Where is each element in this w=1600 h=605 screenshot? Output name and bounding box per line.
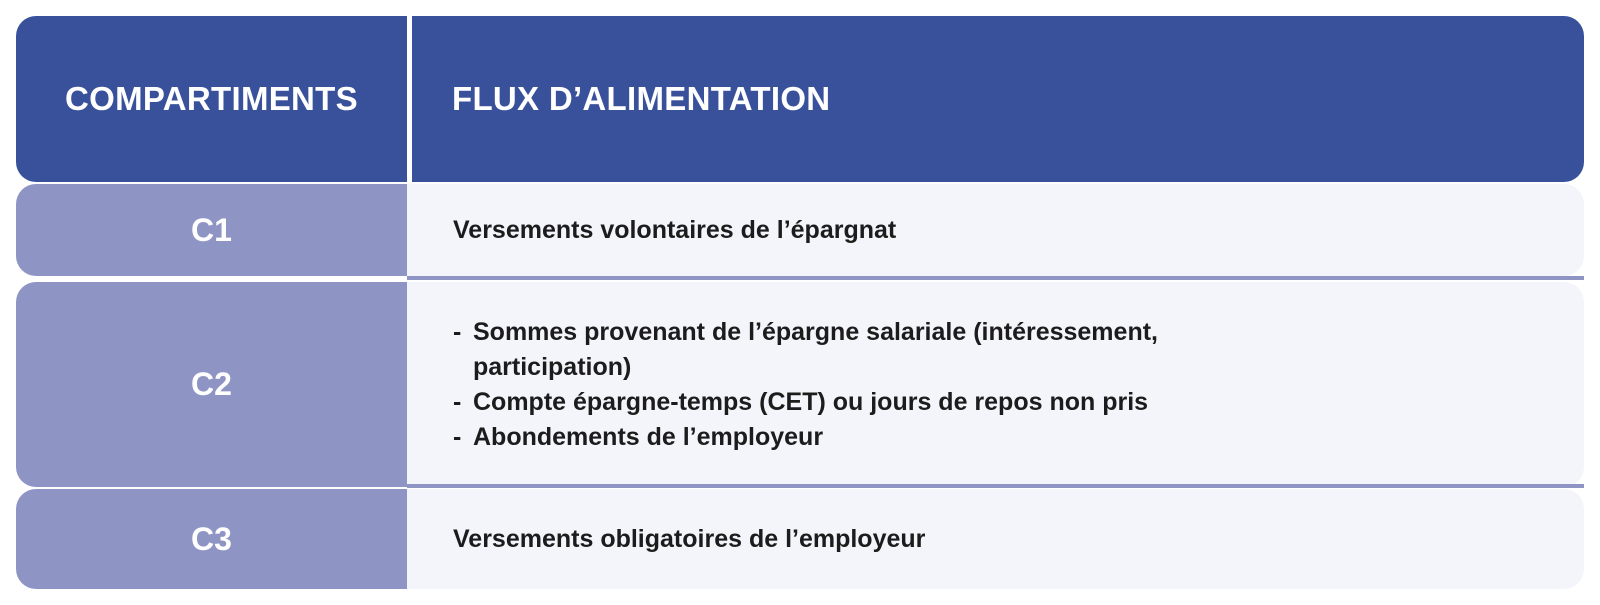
dash-marker: -: [453, 317, 462, 346]
flux-content-c2: [407, 282, 1584, 487]
row-divider: [407, 276, 1584, 280]
compartment-label-c1: C1: [16, 184, 407, 276]
list-item-text: Abondements de l’employeur: [473, 422, 824, 451]
dash-marker: -: [453, 387, 462, 416]
list-item-text: Sommes provenant de l’épargne salariale (intéressement,: [473, 317, 1158, 346]
list-item-text: Compte épargne-temps (CET) ou jours de repos non pris: [473, 387, 1149, 416]
flux-list-c2: [453, 315, 1158, 455]
flux-content-c3: Versements obligatoires de l’employeur: [407, 489, 1584, 589]
compartment-label-c3: C3: [16, 489, 407, 589]
list-item: [453, 315, 1158, 350]
header-compartments-cell: [16, 16, 407, 182]
header-flux-label: FLUX D’ALIMENTATION: [452, 80, 831, 117]
table-row-c1: [16, 184, 1584, 276]
list-item: [453, 420, 1158, 455]
header-flux-cell: [412, 16, 1584, 182]
table-row-c2: [16, 282, 1584, 487]
compartment-label-c2: C2: [16, 282, 407, 487]
list-item: [453, 350, 1158, 385]
list-item-text: participation): [473, 352, 632, 381]
header-compartments-label: COMPARTIMENTS: [65, 80, 358, 117]
table-row-c3: [16, 489, 1584, 589]
list-item: [453, 385, 1158, 420]
flux-content-c1: Versements volontaires de l’épargnat: [407, 184, 1584, 276]
dash-marker: -: [453, 422, 462, 451]
row-divider: [407, 484, 1584, 488]
compartments-table: [16, 16, 1584, 589]
